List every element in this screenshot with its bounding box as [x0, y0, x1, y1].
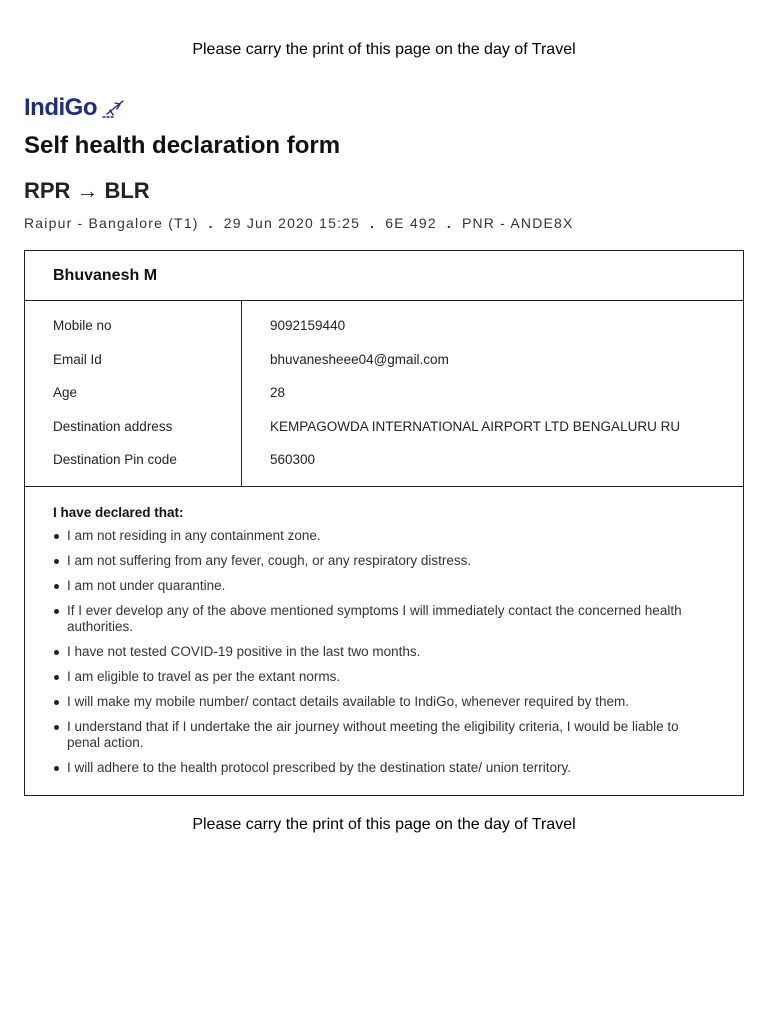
list-item: I will make my mobile number/ contact details available to IndiGo, whenever required by them. [67, 694, 713, 710]
declaration-card [24, 250, 744, 796]
route-destination: BLR [104, 178, 150, 203]
detail-value-pincode: 560300 [270, 452, 316, 467]
detail-value-email: bhuvanesheee04@gmail.com [270, 351, 449, 367]
detail-label: Age [53, 385, 78, 400]
list-item: I am not under quarantine. [67, 578, 713, 594]
list-item: If I ever develop any of the above mentioned symptoms I will immediately contact the concerned health authorities. [67, 603, 713, 635]
detail-label: Destination address [53, 418, 173, 434]
passenger-name: Bhuvanesh M [25, 251, 743, 301]
route-origin: RPR [24, 178, 71, 203]
detail-label: Email Id [53, 351, 102, 367]
trip-pnr: PNR - ANDE8X [461, 215, 574, 231]
details-label-column [25, 301, 242, 486]
list-item: I will adhere to the health protocol prescribed by the destination state/ union territory. [67, 760, 713, 776]
declaration-section [25, 487, 743, 776]
trip-datetime: 29 Jun 2020 15:25 [223, 215, 361, 231]
separator-dot: . [208, 215, 214, 231]
list-item: I have not tested COVID-19 positive in the last two months. [67, 644, 713, 660]
airplane-icon [101, 97, 127, 119]
route-heading [24, 178, 150, 204]
print-notice-bottom: Please carry the print of this page on the day of Travel [192, 816, 576, 833]
declaration-list [53, 528, 743, 776]
separator-dot: . [370, 215, 376, 231]
list-item: I am not suffering from any fever, cough, or any respiratory distress. [67, 553, 713, 569]
list-item: I understand that if I undertake the air journey without meeting the eligibility criteria, I would be liable to penal action. [67, 719, 713, 751]
list-item: I am eligible to travel as per the extant norms. [67, 669, 713, 685]
declaration-heading: I have declared that: [53, 505, 184, 520]
separator-dot: . [446, 215, 452, 231]
trip-route-text: Raipur - Bangalore (T1) [24, 215, 199, 231]
route-arrow: → [76, 178, 99, 203]
detail-value-age: 28 [270, 385, 286, 400]
trip-flight-number: 6E 492 [385, 215, 437, 231]
list-item: I am not residing in any containment zone. [67, 528, 713, 544]
detail-label: Destination Pin code [53, 452, 177, 467]
details-value-column [242, 301, 680, 486]
detail-label: Mobile no [53, 318, 112, 333]
indigo-logo [24, 94, 127, 122]
page-title: Self health declaration form [24, 132, 341, 159]
detail-value-mobile: 9092159440 [270, 318, 346, 333]
detail-value-address: KEMPAGOWDA INTERNATIONAL AIRPORT LTD BENGALURU RU [270, 418, 681, 434]
trip-info [24, 215, 574, 231]
passenger-details-table [25, 301, 743, 487]
brand-name: IndiGo [24, 94, 97, 121]
print-notice-top: Please carry the print of this page on the day of Travel [192, 41, 576, 58]
